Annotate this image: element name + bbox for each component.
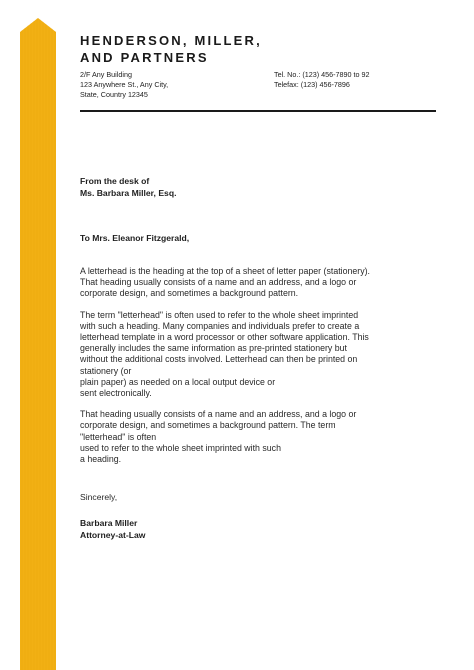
- address-line-2: 123 Anywhere St., Any City,: [80, 80, 169, 89]
- from-desk-name: Ms. Barbara Miller, Esq.: [80, 187, 177, 198]
- body-line: A letterhead is the heading at the top of a sheet of letter paper (stationery).: [80, 266, 370, 276]
- body-line: plain paper) as needed on a local output device or: [80, 376, 276, 387]
- body-line: without the additional costs involved. Letterhead can then be printed on: [80, 354, 358, 365]
- firm-address: [80, 70, 168, 100]
- firm-name: [80, 32, 262, 66]
- closing: Sincerely,: [80, 492, 118, 502]
- body-line: a heading.: [80, 454, 122, 465]
- contact-telefax: Telefax: (123) 456-7896: [274, 80, 350, 89]
- body-line: "letterhead" is often: [80, 431, 157, 442]
- address-line-3: State, Country 12345: [80, 90, 148, 99]
- from-desk-label: From the desk of: [80, 176, 150, 186]
- body-paragraph-3: [80, 409, 450, 465]
- signer-name: Barbara Miller: [80, 518, 138, 528]
- firm-contact: [274, 70, 370, 90]
- from-desk: [80, 176, 176, 199]
- body-line: with such a heading. Many companies and individuals prefer to create a: [80, 320, 360, 331]
- signature-block: [80, 518, 145, 541]
- body-line: used to refer to the whole sheet imprinted with such: [80, 442, 281, 453]
- header-divider: [80, 110, 436, 112]
- address-line-1: 2/F Any Building: [80, 70, 132, 79]
- body-line: corporate design, and sometimes a background pattern.: [80, 288, 299, 299]
- body-paragraph-2: [80, 310, 450, 400]
- body-line: corporate design, and sometimes a background pattern. The term: [80, 420, 336, 431]
- body-line: That heading usually consists of a name and an address, and a logo or: [80, 277, 357, 288]
- signer-title: Attorney-at-Law: [80, 529, 146, 540]
- contact-tel: Tel. No.: (123) 456-7890 to 92: [274, 70, 370, 79]
- body-line: generally includes the same information as pre-printed stationery but: [80, 343, 347, 354]
- body-line: letterhead template in a word processor or other software application. This: [80, 332, 369, 343]
- letter-body: [80, 266, 450, 475]
- body-line: The term "letterhead" is often used to refer to the whole sheet imprinted: [80, 309, 359, 320]
- accent-band: [20, 0, 56, 670]
- firm-name-line-2: AND PARTNERS: [80, 50, 209, 65]
- body-line: stationery (or: [80, 365, 132, 376]
- salutation: To Mrs. Eleanor Fitzgerald,: [80, 233, 190, 243]
- body-line: sent electronically.: [80, 388, 152, 399]
- firm-name-line-1: HENDERSON, MILLER,: [80, 33, 262, 48]
- body-line: That heading usually consists of a name and an address, and a logo or: [80, 409, 357, 420]
- body-paragraph-1: [80, 266, 450, 300]
